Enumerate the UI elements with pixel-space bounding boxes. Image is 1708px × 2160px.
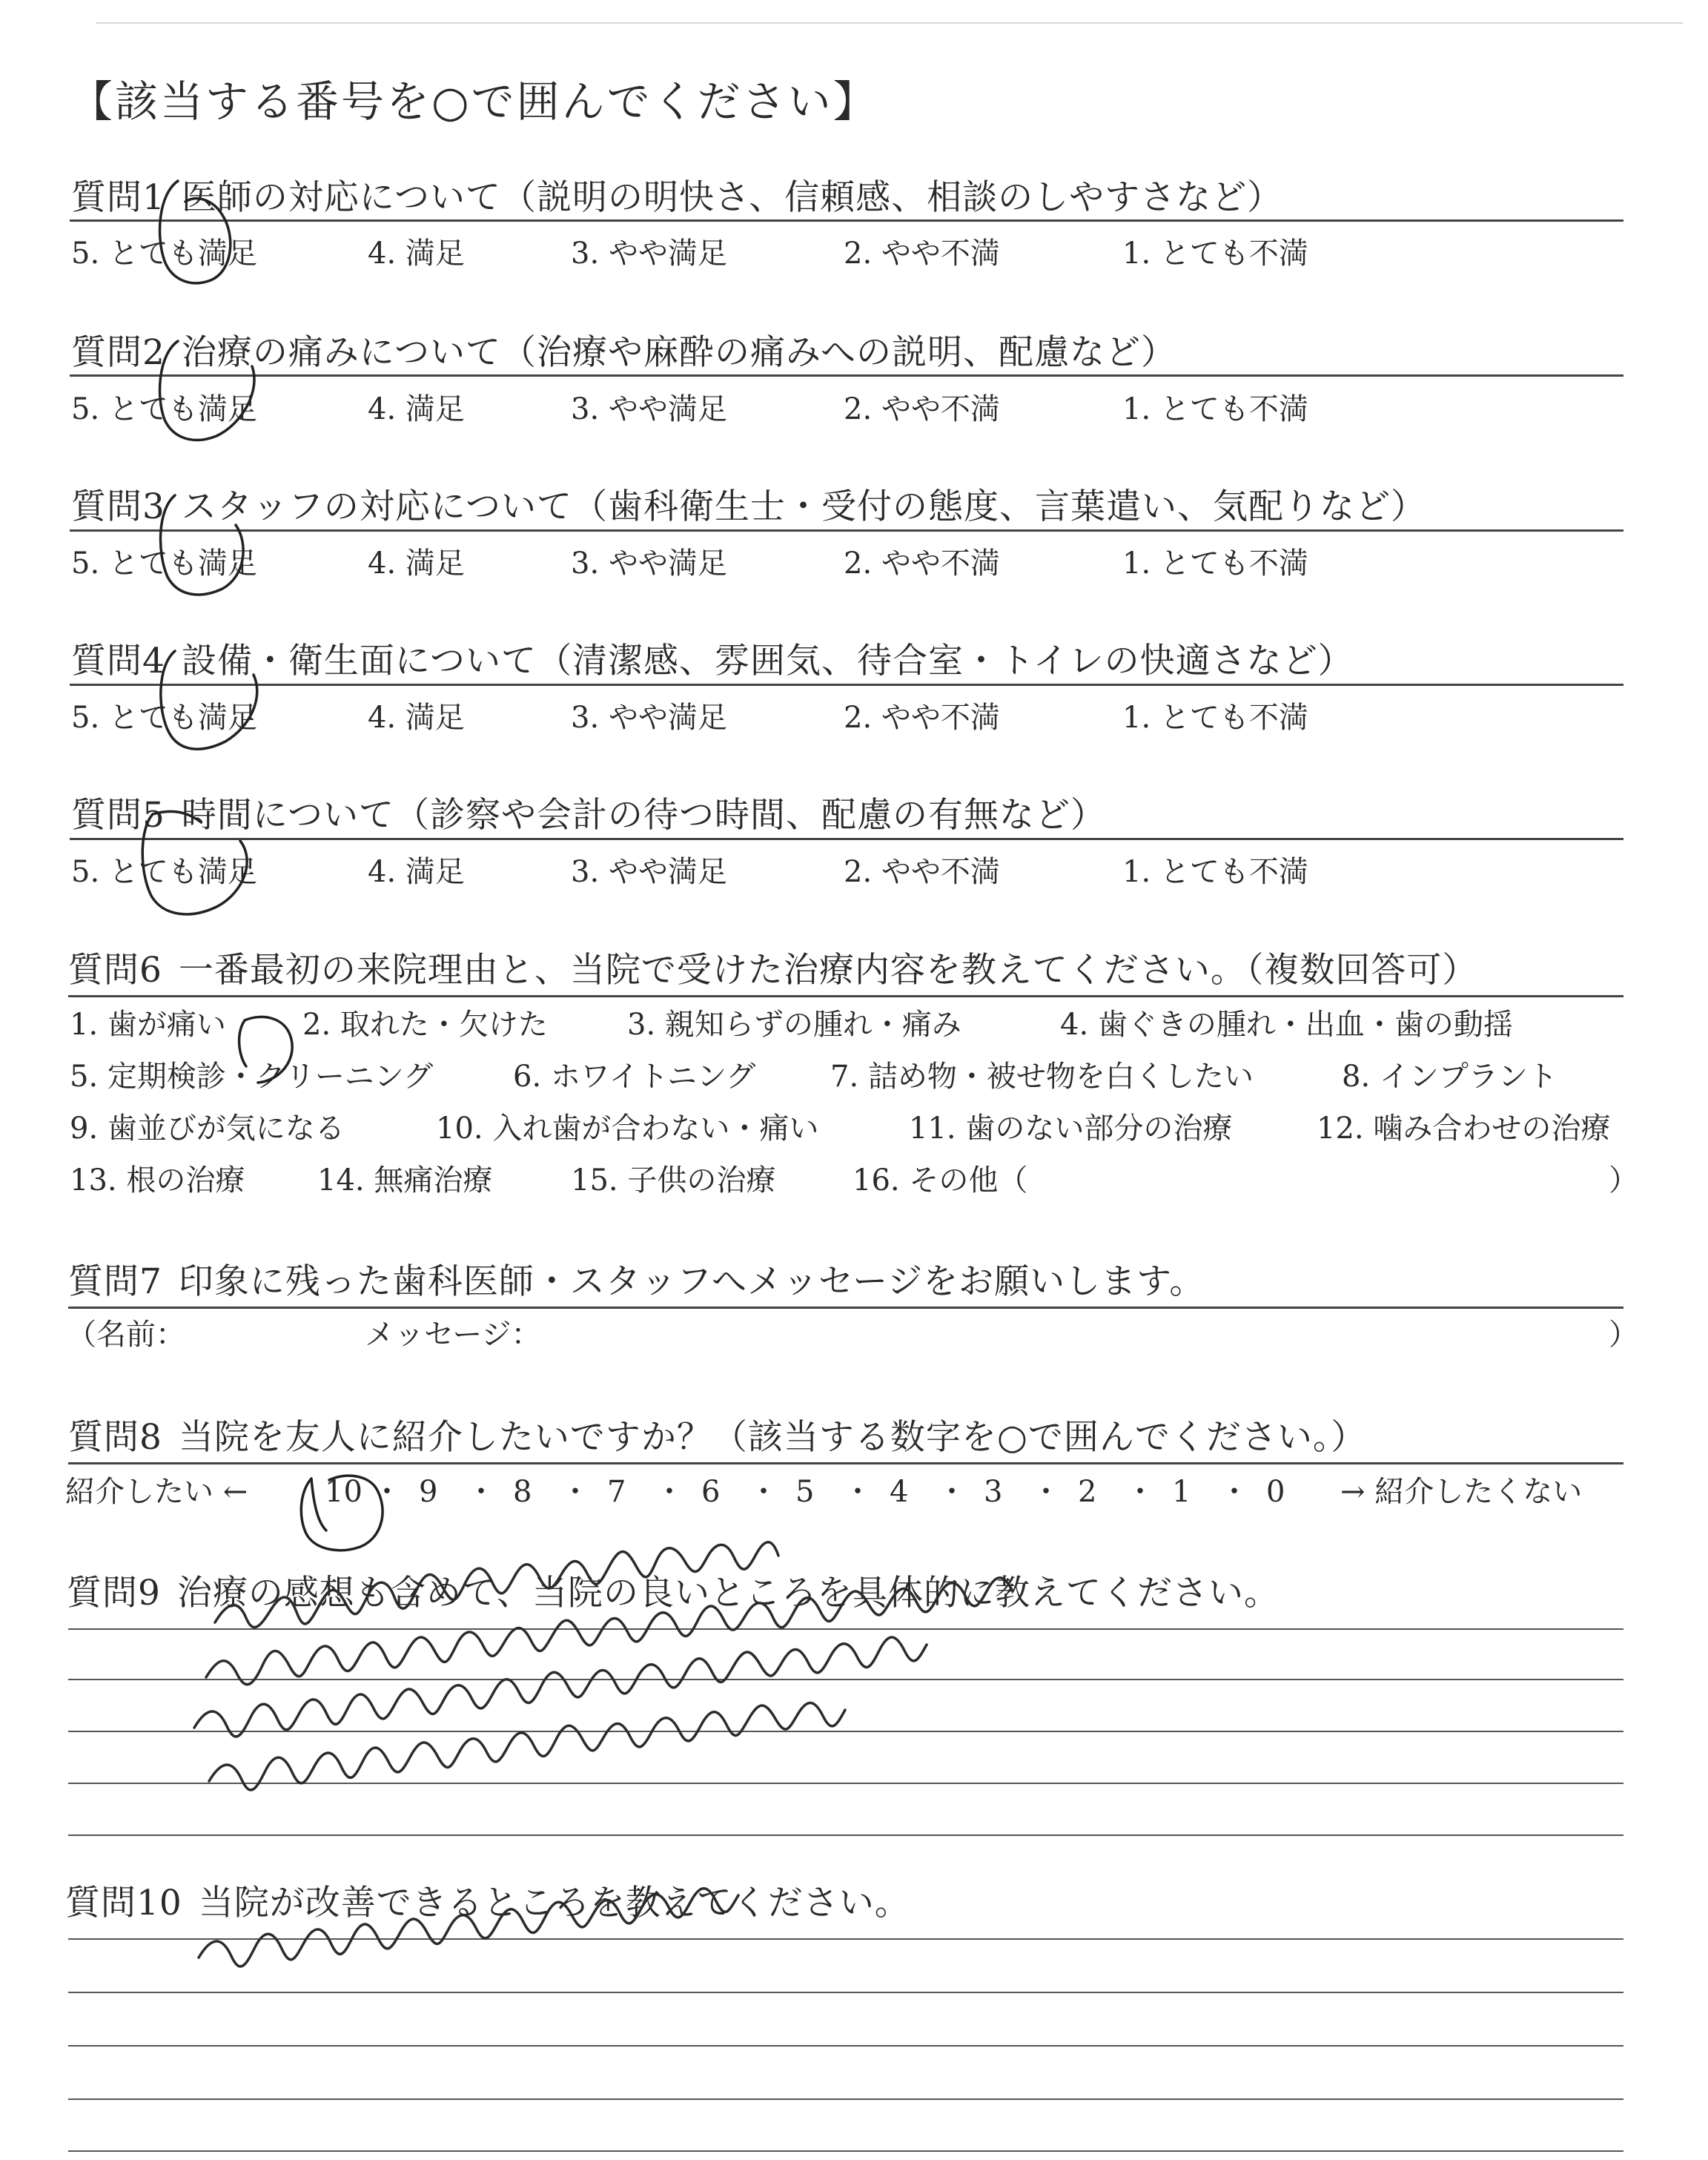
answer-line <box>68 1679 1623 1680</box>
question-rule <box>68 1307 1623 1309</box>
question-text: 当院を友人に紹介したいですか？（該当する数字を○で囲んでください。） <box>178 1417 1367 1458</box>
scale-left-label: 紹介したい ← <box>65 1475 248 1509</box>
question-text: 医師の対応について（説明の明快さ、信頼感、相談のしやすさなど） <box>181 177 1283 218</box>
question-label: 質問9 <box>67 1573 161 1614</box>
question-text: 治療の感想も含めて、当院の良いところを具体的に教えてください。 <box>176 1573 1280 1614</box>
question-heading <box>71 486 1426 527</box>
question-label: 質問3 <box>71 486 165 527</box>
question-rule <box>70 219 1623 222</box>
option-2[interactable]: 2. やや不満 <box>844 237 1000 271</box>
option-1[interactable]: 1. とても不満 <box>1122 237 1308 271</box>
question-text: 当院が改善できるところを教えてください。 <box>198 1883 910 1923</box>
reason-4[interactable]: 4. 歯ぐきの腫れ・出血・歯の動揺 <box>1060 1008 1513 1042</box>
page-title: 【該当する番号を○で囲んでください】 <box>70 76 878 127</box>
scale-value[interactable]: 10 <box>325 1475 363 1509</box>
question-rule <box>70 838 1623 840</box>
reason-1[interactable]: 1. 歯が痛い <box>70 1008 226 1042</box>
option-4[interactable]: 4. 満足 <box>368 546 465 581</box>
scale-value[interactable]: 2 <box>1078 1475 1097 1509</box>
option-5[interactable]: 5. とても満足 <box>71 237 257 271</box>
option-5[interactable]: 5. とても満足 <box>71 546 257 581</box>
scale-value[interactable]: 1 <box>1172 1475 1191 1509</box>
question-label: 質問2 <box>71 332 165 373</box>
scale-value[interactable]: 3 <box>984 1475 1003 1509</box>
reason-11[interactable]: 11. 歯のない部分の治療 <box>909 1112 1233 1146</box>
option-3[interactable]: 3. やや満足 <box>571 701 727 735</box>
scale-separator: ・ <box>843 1475 873 1509</box>
option-1[interactable]: 1. とても不満 <box>1122 855 1308 889</box>
scale-separator: ・ <box>749 1475 778 1509</box>
message-label: メッセージ： <box>365 1318 541 1352</box>
question-heading <box>68 1417 1367 1458</box>
question-heading <box>65 1883 910 1923</box>
option-4[interactable]: 4. 満足 <box>368 392 465 426</box>
reason-13[interactable]: 13. 根の治療 <box>70 1163 245 1198</box>
reason-12[interactable]: 12. 噛み合わせの治療 <box>1317 1112 1611 1146</box>
option-5[interactable]: 5. とても満足 <box>71 701 257 735</box>
question-text: 時間について（診察や会計の待つ時間、配慮の有無など） <box>181 795 1106 836</box>
scan-top-edge <box>96 22 1683 24</box>
question-heading <box>68 1261 1205 1302</box>
reason-2[interactable]: 2. 取れた・欠けた <box>302 1008 548 1042</box>
answer-line <box>68 1938 1623 1940</box>
option-2[interactable]: 2. やや不満 <box>844 855 1000 889</box>
reason-3[interactable]: 3. 親知らずの腫れ・痛み <box>627 1008 961 1042</box>
scale-value[interactable]: 0 <box>1266 1475 1285 1509</box>
answer-line <box>68 2150 1623 2152</box>
scale-value[interactable]: 9 <box>419 1475 438 1509</box>
reason-6[interactable]: 6. ホワイトニング <box>513 1060 756 1094</box>
scale-value[interactable]: 6 <box>701 1475 721 1509</box>
question-heading <box>67 1573 1280 1614</box>
question-label: 質問7 <box>68 1261 162 1302</box>
reason-15[interactable]: 15. 子供の治療 <box>571 1163 776 1198</box>
option-5[interactable]: 5. とても満足 <box>71 392 257 426</box>
option-3[interactable]: 3. やや満足 <box>571 237 727 271</box>
reason-9[interactable]: 9. 歯並びが気になる <box>70 1112 345 1146</box>
question-text: 治療の痛みについて（治療や麻酔の痛みへの説明、配慮など） <box>181 332 1177 373</box>
question-heading <box>71 332 1177 373</box>
option-3[interactable]: 3. やや満足 <box>571 546 727 581</box>
answer-line <box>68 1834 1623 1836</box>
scale-separator: ・ <box>1219 1475 1249 1509</box>
question-label: 質問8 <box>68 1417 162 1458</box>
option-4[interactable]: 4. 満足 <box>368 237 465 271</box>
answer-line <box>68 1628 1623 1630</box>
answer-line <box>68 1783 1623 1784</box>
question-rule <box>70 684 1623 686</box>
option-1[interactable]: 1. とても不満 <box>1122 392 1308 426</box>
option-5[interactable]: 5. とても満足 <box>71 855 257 889</box>
question-rule <box>68 1462 1623 1464</box>
reason-16-other[interactable]: 16. その他（ <box>853 1163 1028 1198</box>
question-heading <box>71 177 1283 218</box>
scale-value[interactable]: 7 <box>607 1475 626 1509</box>
scale-separator: ・ <box>560 1475 590 1509</box>
question-label: 質問6 <box>68 950 162 991</box>
question-heading <box>71 795 1106 836</box>
question-label: 質問1 <box>71 177 165 218</box>
answer-line <box>68 1992 1623 1993</box>
handwriting-line-q9-4 <box>209 1703 845 1790</box>
scale-value[interactable]: 5 <box>795 1475 815 1509</box>
scale-separator: ・ <box>372 1475 402 1509</box>
question-rule <box>70 529 1623 532</box>
question-text: 設備・衛生面について（清潔感、雰囲気、待合室・トイレの快適さなど） <box>181 641 1354 681</box>
reason-14[interactable]: 14. 無痛治療 <box>317 1163 493 1198</box>
reason-5[interactable]: 5. 定期検診・クリーニング <box>70 1060 434 1094</box>
question-heading <box>71 641 1354 681</box>
question-rule <box>68 995 1623 997</box>
option-2[interactable]: 2. やや不満 <box>844 546 1000 581</box>
question-label: 質問5 <box>71 795 165 836</box>
reason-8[interactable]: 8. インプラント <box>1342 1060 1558 1094</box>
question-text: 印象に残った歯科医師・スタッフへメッセージをお願いします。 <box>178 1261 1205 1302</box>
option-2[interactable]: 2. やや不満 <box>844 701 1000 735</box>
question-label: 質問10 <box>65 1883 182 1923</box>
option-1[interactable]: 1. とても不満 <box>1122 546 1308 581</box>
reason-10[interactable]: 10. 入れ歯が合わない・痛い <box>436 1112 819 1146</box>
other-close-paren: ） <box>1609 1163 1638 1198</box>
answer-line <box>68 2098 1623 2100</box>
scale-separator: ・ <box>937 1475 967 1509</box>
handwriting-line-q9-3 <box>194 1637 927 1737</box>
option-4[interactable]: 4. 満足 <box>368 855 465 889</box>
option-3[interactable]: 3. やや満足 <box>571 392 727 426</box>
question-label: 質問4 <box>71 641 165 681</box>
scale-separator: ・ <box>1031 1475 1061 1509</box>
option-3[interactable]: 3. やや満足 <box>571 855 727 889</box>
name-label: （名前： <box>67 1318 185 1352</box>
scale-separator: ・ <box>1125 1475 1155 1509</box>
answer-line <box>68 1731 1623 1732</box>
reason-7[interactable]: 7. 詰め物・被せ物を白くしたい <box>830 1060 1254 1094</box>
answer-line <box>68 2045 1623 2047</box>
message-close-paren: ） <box>1609 1318 1638 1352</box>
option-1[interactable]: 1. とても不満 <box>1122 701 1308 735</box>
scale-separator: ・ <box>466 1475 496 1509</box>
question-rule <box>70 374 1623 377</box>
scale-value[interactable]: 8 <box>513 1475 532 1509</box>
option-4[interactable]: 4. 満足 <box>368 701 465 735</box>
option-2[interactable]: 2. やや不満 <box>844 392 1000 426</box>
question-heading <box>68 950 1478 991</box>
scale-right-label: → 紹介したくない <box>1340 1475 1583 1509</box>
scale-separator: ・ <box>655 1475 684 1509</box>
scale-value[interactable]: 4 <box>890 1475 909 1509</box>
question-text: 一番最初の来院理由と、当院で受けた治療内容を教えてください。（複数回答可） <box>178 950 1478 991</box>
question-text: スタッフの対応について（歯科衛生士・受付の態度、言葉遣い、気配りなど） <box>181 486 1426 527</box>
